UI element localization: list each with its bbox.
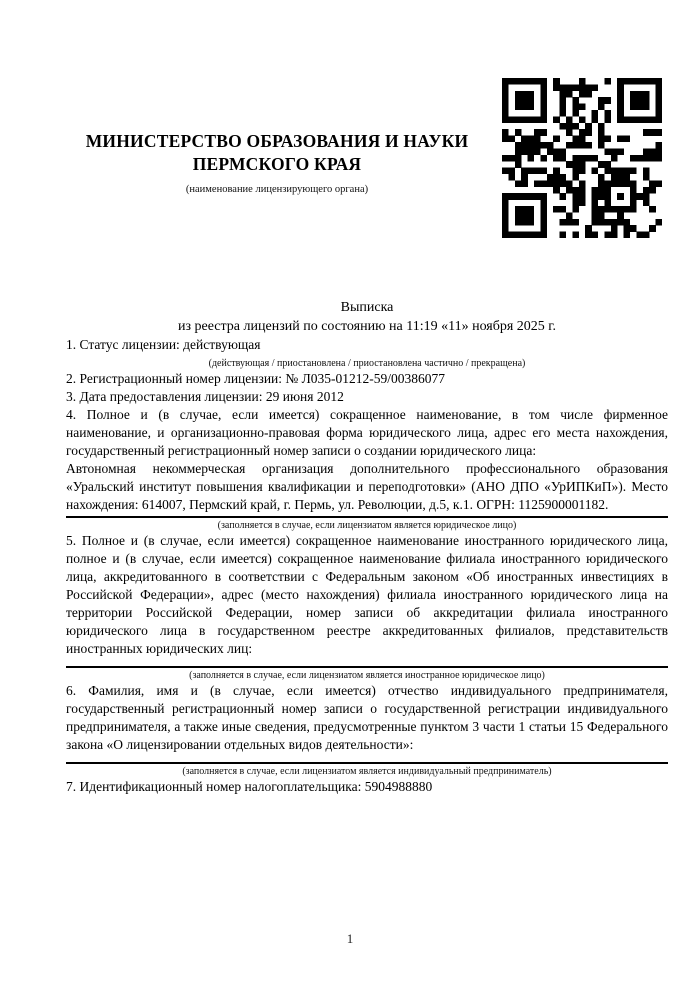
licensing-authority-block [66, 130, 488, 196]
licensing-authority-caption: (наименование лицензирующего органа) [185, 184, 369, 195]
item-3-grant-date: 3. Дата предоставления лицензии: 29 июня 2012 [66, 389, 344, 404]
qr-code-icon [502, 78, 662, 238]
item-1-license-status: 1. Статус лицензии: действующая [66, 337, 261, 352]
item-4-legal-entity-label: 4. Полное и (в случае, если имеется) сокращенное наименование, в том числе фирменное наименование, и организационно-правовая форма юридического лица, адрес его места нахождения, государственный регистрационный номер записи о создании юридического лица: [66, 407, 668, 458]
item-5-foreign-entity-label: 5. Полное и (в случае, если имеется) сокращенное наименование иностранного юридического лица, полное и (в случае, если имеется) сокращенное наименование филиала иностранного юридического лица, аккредитованного в соответствии с Федеральным законом «Об иностранных инвестициях в Российской Федерации», адрес (место нахождения) филиала иностранного юридического лица на территории Российской Федерации, номер записи об аккредитации филиала иностранного юридического лица в государственном реестре аккредитованных филиалов, представительств иностранных юридических лиц: [66, 533, 668, 656]
item-6-note: (заполняется в случае, если лицензиатом является индивидуальный предприниматель) [182, 766, 552, 777]
document-title [66, 298, 668, 336]
ministry-name [66, 130, 488, 176]
item-2-registration-number: 2. Регистрационный номер лицензии: № Л035-01212-59/00386077 [66, 371, 446, 386]
document-title-line1: Выписка [340, 300, 394, 315]
item-5-note: (заполняется в случае, если лицензиатом является иностранное юридическое лицо) [189, 670, 545, 681]
document-body [66, 298, 668, 796]
ministry-name-line1: МИНИСТЕРСТВО ОБРАЗОВАНИЯ И НАУКИ [85, 131, 469, 151]
page-number: 1 [346, 931, 354, 946]
item-4-fill-in-line [66, 516, 668, 518]
item-7-taxpayer-number: 7. Идентификационный номер налогоплательщика: 5904988880 [66, 779, 433, 794]
item-6-fill-in-line [66, 762, 668, 764]
document-title-line2: из реестра лицензий по состоянию на 11:19 «11» ноября 2025 г. [178, 319, 556, 334]
ministry-name-line2: ПЕРМСКОГО КРАЯ [192, 154, 362, 174]
item-6-entrepreneur-label: 6. Фамилия, имя и (в случае, если имеется) отчество индивидуального предпринимателя, государственный регистрационный номер записи о государственной регистрации индивидуального предпринимателя, а также иные сведения, предусмотренные пунктом 3 части 1 статьи 15 Федерального закона «О лицензировании отдельных видов деятельности»: [66, 683, 668, 752]
item-4-note: (заполняется в случае, если лицензиатом является юридическое лицо) [217, 520, 517, 531]
item-4-legal-entity-value: Автономная некоммерческая организация дополнительного профессионального образования «Уральский институт повышения квалификации и переподготовки» (АНО ДПО «УрИПКиП»). Место нахождения: 614007, Пермский край, г. Пермь, ул. Революции, д.5, к.1. ОГРН: 1125900001182. [66, 461, 668, 512]
item-5-fill-in-line [66, 666, 668, 668]
item-1-note: (действующая / приостановлена / приостановлена частично / прекращена) [208, 358, 526, 369]
